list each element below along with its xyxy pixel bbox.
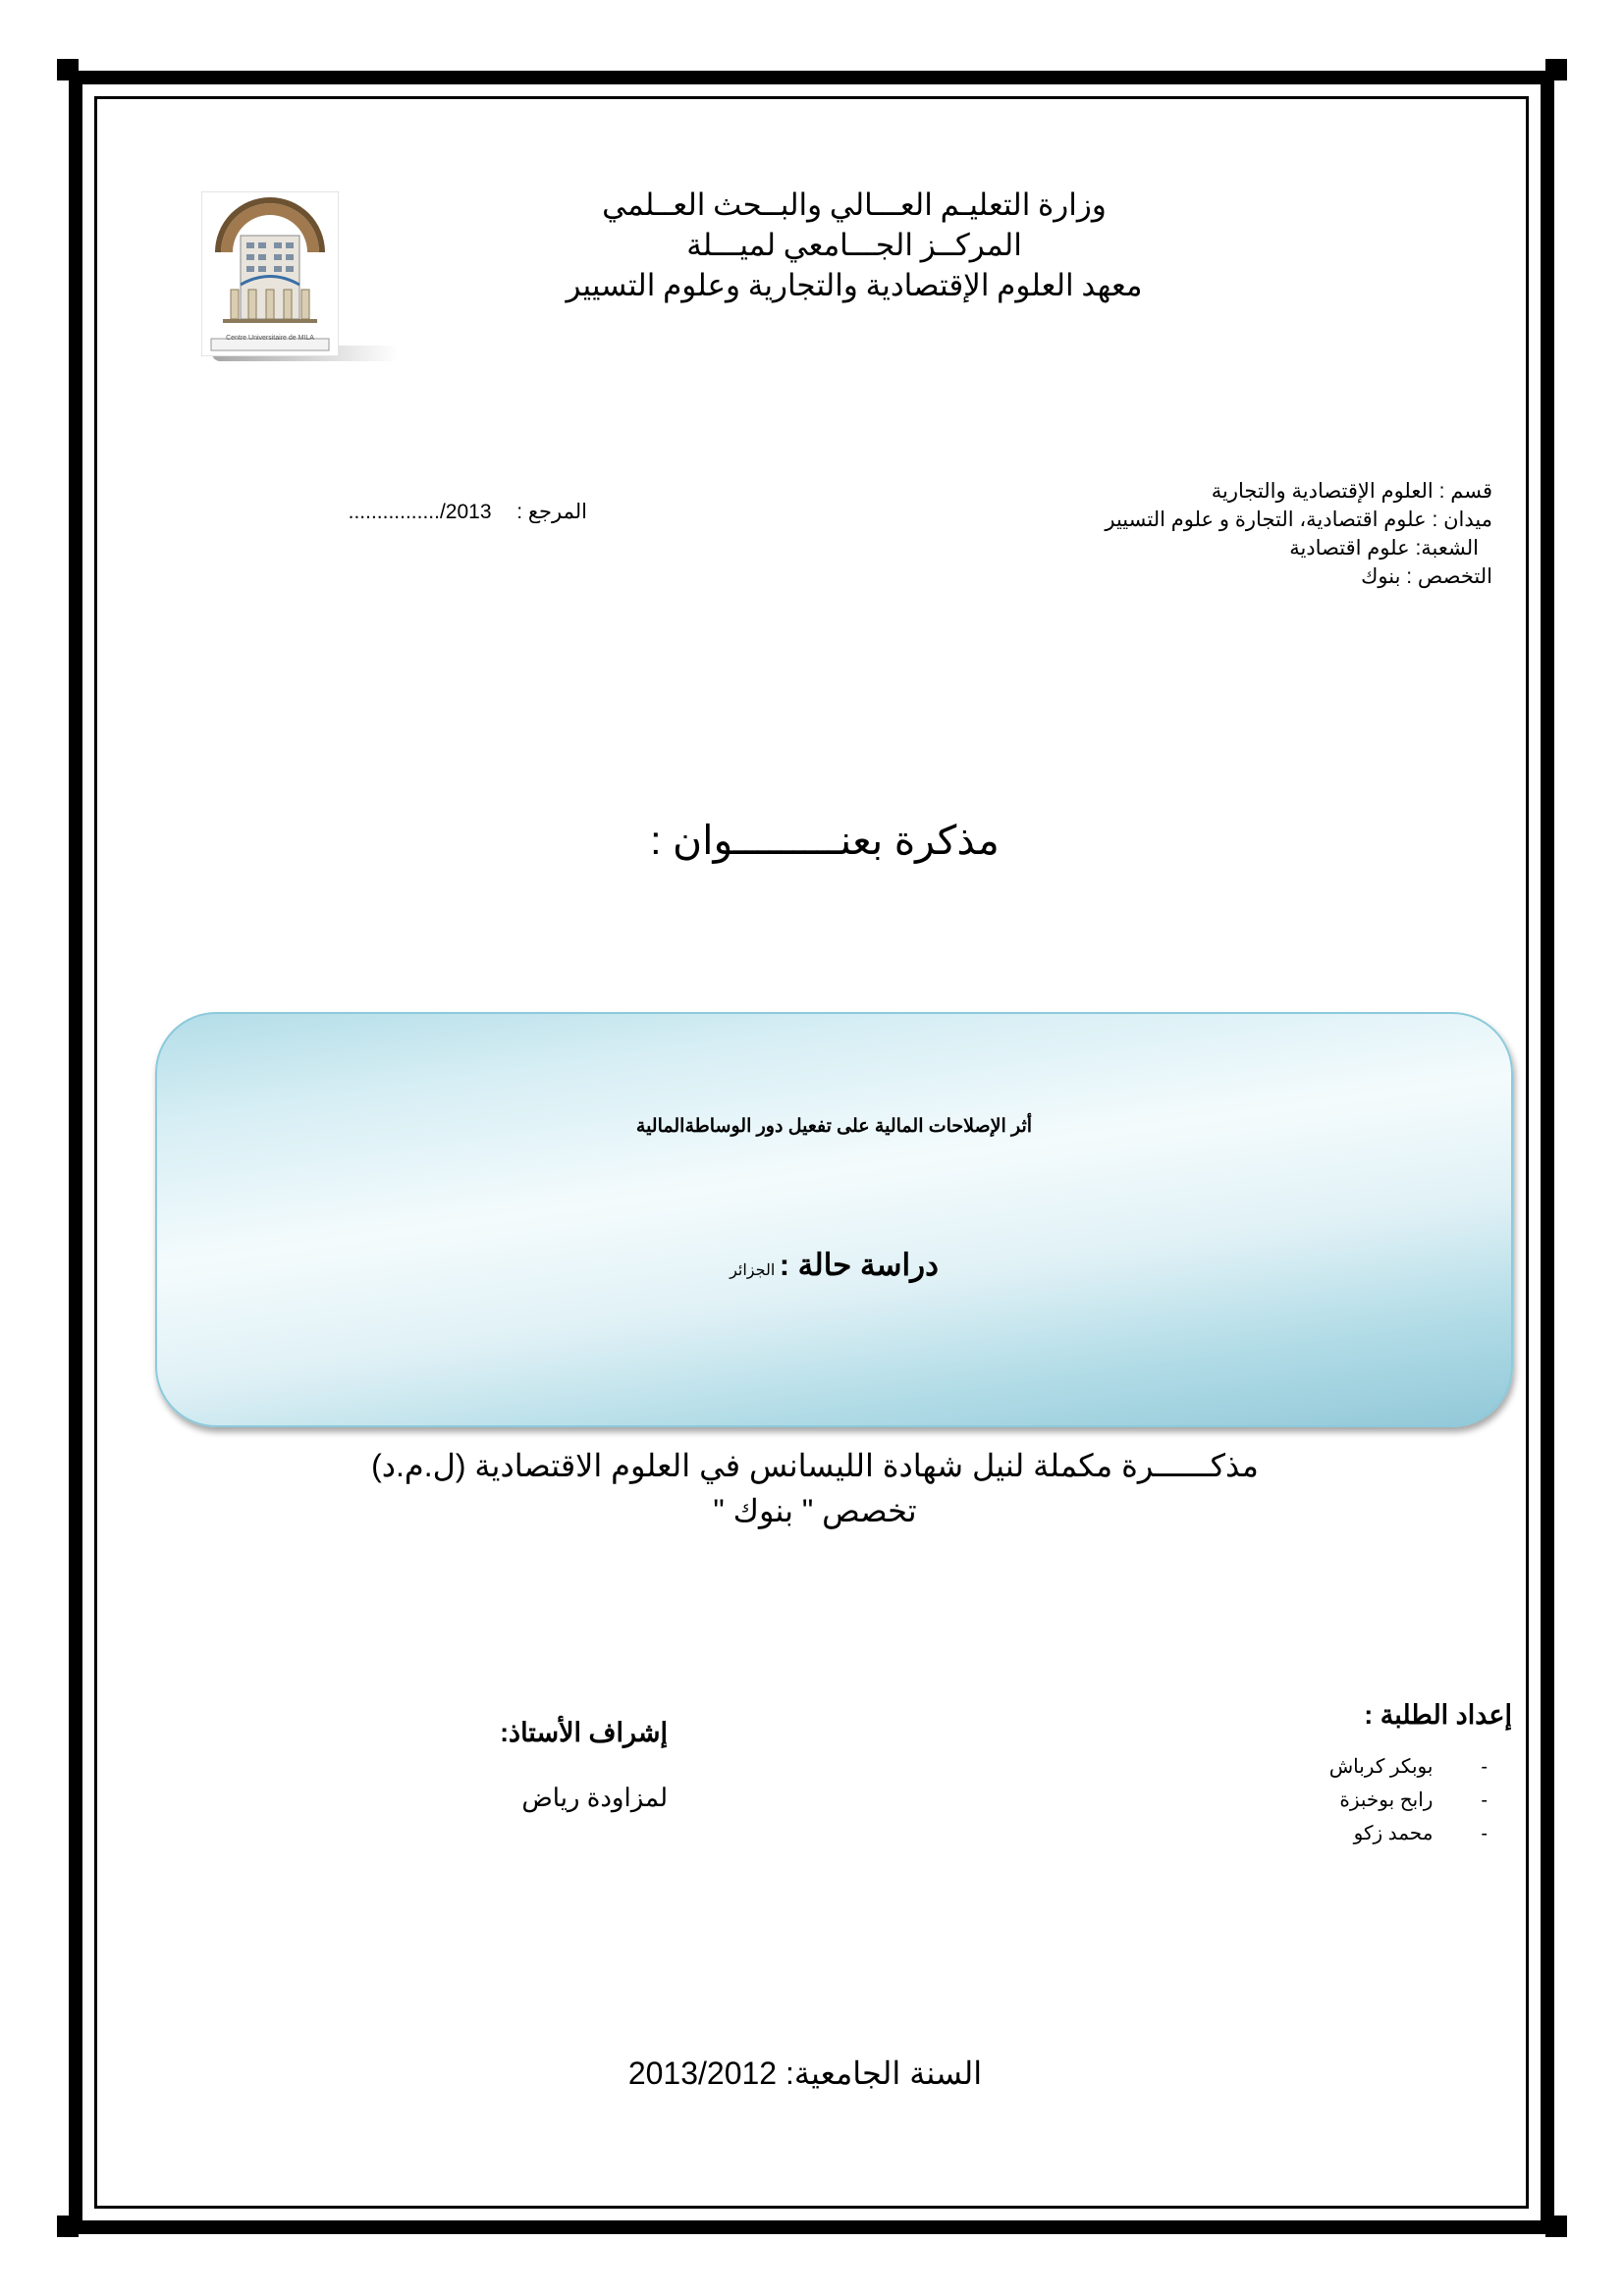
academic-year (550, 2055, 1060, 2092)
degree-description (353, 1443, 1276, 1533)
student-name: محمد زكو (1353, 1823, 1434, 1844)
border-corner (1545, 59, 1567, 80)
case-study-line (157, 1248, 1511, 1283)
department-line: قسم : العلوم الإقتصادية والتجارية (1211, 480, 1492, 503)
students-title: إعداد الطلبة : (1364, 1700, 1512, 1730)
student-name: رابح بوخبزة (1339, 1789, 1434, 1811)
specialty-quote: تخصص " بنوك " (713, 1493, 917, 1528)
institute-name: معهد العلوم الإقتصادية والتجارية وعلوم التسيير (566, 268, 1143, 302)
bullet: - (1481, 1756, 1488, 1778)
reference-label: المرجع : (516, 501, 587, 523)
department-info (982, 477, 1492, 591)
case-study-value: الجزائر (730, 1262, 776, 1279)
institution-header (550, 185, 1159, 305)
thesis-title-box (155, 1012, 1513, 1427)
reference-line (253, 500, 587, 524)
thesis-title: أثر الإصلاحات المالية على تفعيل دور الوساطةالمالية (635, 1116, 1033, 1137)
student-name: بوبكر كرباش (1328, 1756, 1434, 1778)
list-item (1021, 1817, 1512, 1850)
supervisor-title: إشراف الأستاذ: (500, 1718, 668, 1747)
field-line: ميدان : علوم اقتصادية، التجارة و علوم التسيير (1105, 508, 1492, 531)
border-corner (1545, 2216, 1567, 2237)
bullet: - (1481, 1789, 1488, 1811)
border-corner (57, 59, 79, 80)
branch-line: الشعبة: علوم اقتصادية (1289, 537, 1479, 560)
supervisor-name: لمزاودة رياض (521, 1783, 668, 1812)
degree-line: مذكــــــرة مكملة لنيل شهادة الليسانس في العلوم الاقتصادية (ل.م.د) (371, 1448, 1259, 1483)
university-center-name: المركــز الجـــامعي لميـــلة (686, 228, 1022, 262)
list-item (1021, 1784, 1512, 1817)
border-corner (57, 2216, 79, 2237)
list-item (1021, 1750, 1512, 1784)
academic-year-label: السنة الجامعية: (785, 2056, 983, 2091)
reference-value: ................/2013 (348, 501, 492, 523)
ministry-name: وزارة التعليـم العـــالي والبــحث العــلمي (602, 187, 1107, 222)
supervisor-section (373, 1718, 668, 1813)
specialty-line: التخصص : بنوك (1361, 565, 1492, 588)
memo-title: مذكرة بعنـــــــــوان : (650, 818, 1000, 863)
university-logo (201, 191, 339, 356)
bullet: - (1481, 1823, 1488, 1844)
logo-caption: Centre Universitaire de MILA (226, 335, 314, 342)
case-study-label: دراسة حالة : (779, 1248, 939, 1282)
students-section (1021, 1700, 1512, 1850)
academic-year-value: 2013/2012 (627, 2056, 778, 2091)
